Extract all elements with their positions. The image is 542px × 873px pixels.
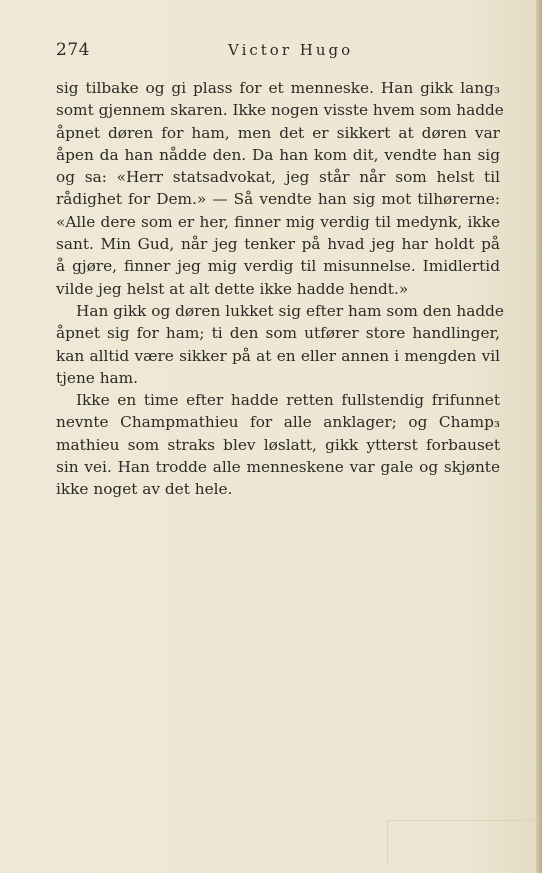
body-text xyxy=(56,77,504,501)
text-line: mathieu som straks blev løslatt, gikk ytterst forbauset xyxy=(56,435,500,454)
text-line: og sa: «Herr statsadvokat, jeg står når som helst til xyxy=(56,168,500,187)
page-header xyxy=(56,40,500,66)
text-line: åpnet sig for ham; ti den som utfører store handlinger, xyxy=(56,324,500,343)
text-line: Han gikk og døren lukket sig efter ham som den hadde xyxy=(76,301,504,320)
text-line: sin vei. Han trodde alle menneskene var gale og skjønte xyxy=(56,458,500,477)
page-number: 274 xyxy=(56,40,90,60)
text-line: åpen da han nådde den. Da han kom dit, vendte han sig xyxy=(56,145,500,164)
text-line: Ikke en time efter hadde retten fullstendig frifunnet xyxy=(76,391,500,410)
text-line: åpnet døren for ham, men det er sikkert at døren var xyxy=(56,123,500,142)
text-line: «Alle dere som er her, finner mig verdig til medynk, ikke xyxy=(56,212,500,231)
text-line: tjene ham. xyxy=(56,368,139,387)
text-line: sant. Min Gud, når jeg tenker på hvad jeg har holdt på xyxy=(56,235,500,254)
text-line: rådighet for Dem.» — Så vendte han sig mot tilhørerne: xyxy=(56,190,500,209)
text-line: sig tilbake og gi plass for et menneske. Han gikk lang₃ xyxy=(56,79,500,97)
running-head-author: Victor Hugo xyxy=(228,41,354,59)
text-line: kan alltid være sikker på at en eller annen i mengden vil xyxy=(56,346,500,365)
text-line: ikke noget av det hele. xyxy=(56,480,233,499)
page-corner-mark xyxy=(387,820,538,863)
text-line: å gjøre, finner jeg mig verdig til misunnelse. Imidlertid xyxy=(56,257,500,276)
text-line: somt gjennem skaren. Ikke nogen visste hvem som hadde xyxy=(56,101,504,120)
text-line: nevnte Champmathieu for alle anklager; og Champ₃ xyxy=(56,413,500,432)
text-line: vilde jeg helst at alt dette ikke hadde hendt.» xyxy=(56,279,409,298)
page-edge-shadow xyxy=(536,0,542,873)
